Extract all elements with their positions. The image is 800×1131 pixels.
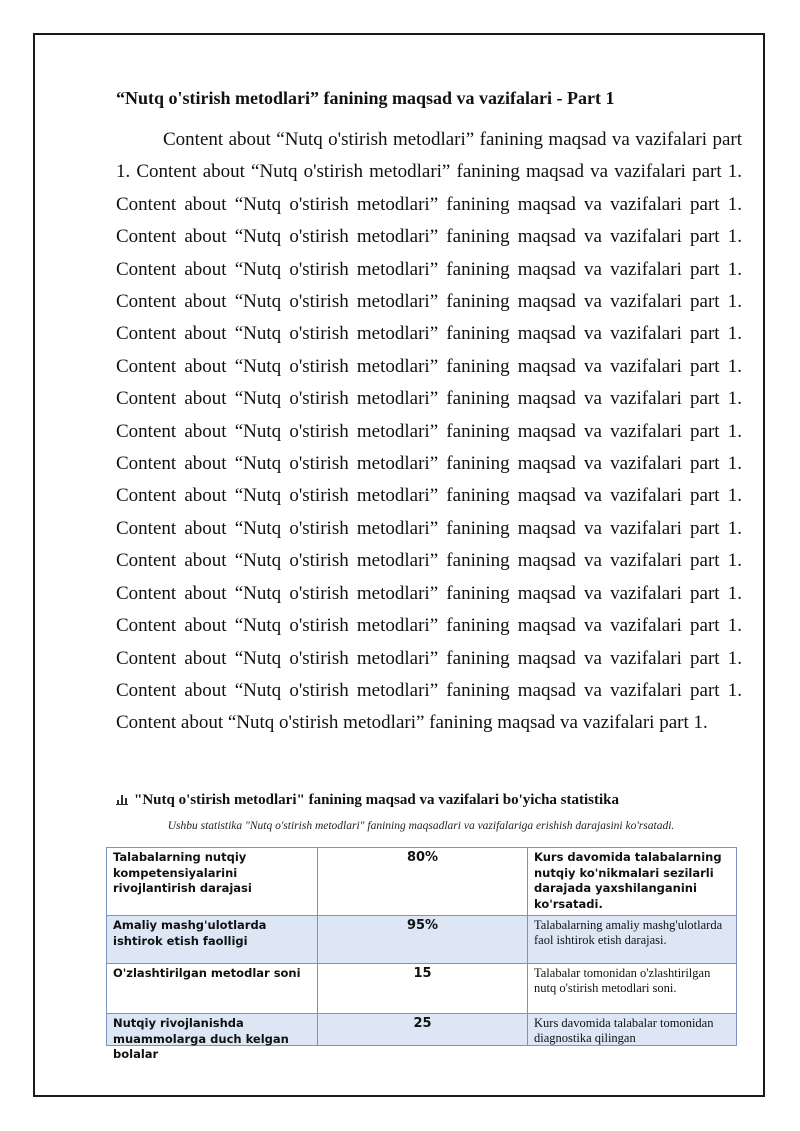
row-label: Talabalarning nutqiy kompetensiyalarini rivojlantirish darajasi xyxy=(107,848,318,916)
row-note: Talabalar tomonidan o'zlashtirilgan nutq o'stirish metodlari soni. xyxy=(528,964,737,1014)
row-value: 95% xyxy=(318,916,528,964)
statistics-heading xyxy=(116,792,756,809)
table-row xyxy=(107,916,737,964)
row-note: Kurs davomida talabalar tomonidan diagnostika qilingan xyxy=(528,1014,737,1046)
bar-chart-icon xyxy=(116,794,128,805)
row-label: Nutqiy rivojlanishda muammolarga duch kelgan bolalar xyxy=(107,1014,318,1046)
row-note: Talabalarning amaliy mashg'ulotlarda faol ishtirok etish darajasi. xyxy=(528,916,737,964)
statistics-heading-text: "Nutq o'stirish metodlari" fanining maqsad va vazifalari bo'yicha statistika xyxy=(134,792,620,808)
row-label: Amaliy mashg'ulotlarda ishtirok etish faolligi xyxy=(107,916,318,964)
table-row xyxy=(107,964,737,1014)
statistics-table xyxy=(106,847,737,1061)
table-row xyxy=(107,848,737,916)
table-row xyxy=(107,1014,737,1046)
row-note: Kurs davomida talabalarning nutqiy ko'nikmalari sezilarli darajada yaxshilanganini ko'rsatadi. xyxy=(528,848,737,916)
row-value: 15 xyxy=(318,964,528,1014)
section-heading: “Nutq o'stirish metodlari” fanining maqsad va vazifalari - Part 1 xyxy=(116,88,615,108)
row-label: O'zlashtirilgan metodlar soni xyxy=(107,964,318,1014)
row-value: 80% xyxy=(318,848,528,916)
row-value: 25 xyxy=(318,1014,528,1046)
statistics-caption: Ushbu statistika "Nutq o'stirish metodlari" fanining maqsadlari va vazifalariga erishish darajasini ko'rsatadi. xyxy=(167,820,675,832)
body-paragraph: Content about “Nutq o'stirish metodlari” fanining maqsad va vazifalari part 1. Content about “Nutq o'stirish metodlari” fanining maqsad va vazifalari part 1. Content about “Nutq o'stirish metodlari” fanining maqsad va vazifalari part 1. Content about “Nutq o'stirish metodlari” fanining maqsad va vazifalari part 1. Content about “Nutq o'stirish metodlari” fanining maqsad va vazifalari part 1. Content about “Nutq o'stirish metodlari” fanining maqsad va vazifalari part 1. Content about “Nutq o'stirish metodlari” fanining maqsad va vazifalari part 1. Content about “Nutq o'stirish metodlari” fanining maqsad va vazifalari part 1. Content about “Nutq o'stirish metodlari” fanining maqsad va vazifalari part 1. Content about “Nutq o'stirish metodlari” fanining maqsad va vazifalari part 1. Content about “Nutq o'stirish metodlari” fanining maqsad va vazifalari part 1. Content about “Nutq o'stirish metodlari” fanining maqsad va vazifalari part 1. Content about “Nutq o'stirish metodlari” fanining maqsad va vazifalari part 1. Content about “Nutq o'stirish metodlari” fanining maqsad va vazifalari part 1. Content about “Nutq o'stirish metodlari” fanining maqsad va vazifalari part 1. Content about “Nutq o'stirish metodlari” fanining maqsad va vazifalari part 1. Content about “Nutq o'stirish metodlari” fanining maqsad va vazifalari part 1. Content about “Nutq o'stirish metodlari” fanining maqsad va vazifalari part 1. Content about “Nutq o'stirish metodlari” fanining maqsad va vazifalari part 1. xyxy=(116,129,742,734)
